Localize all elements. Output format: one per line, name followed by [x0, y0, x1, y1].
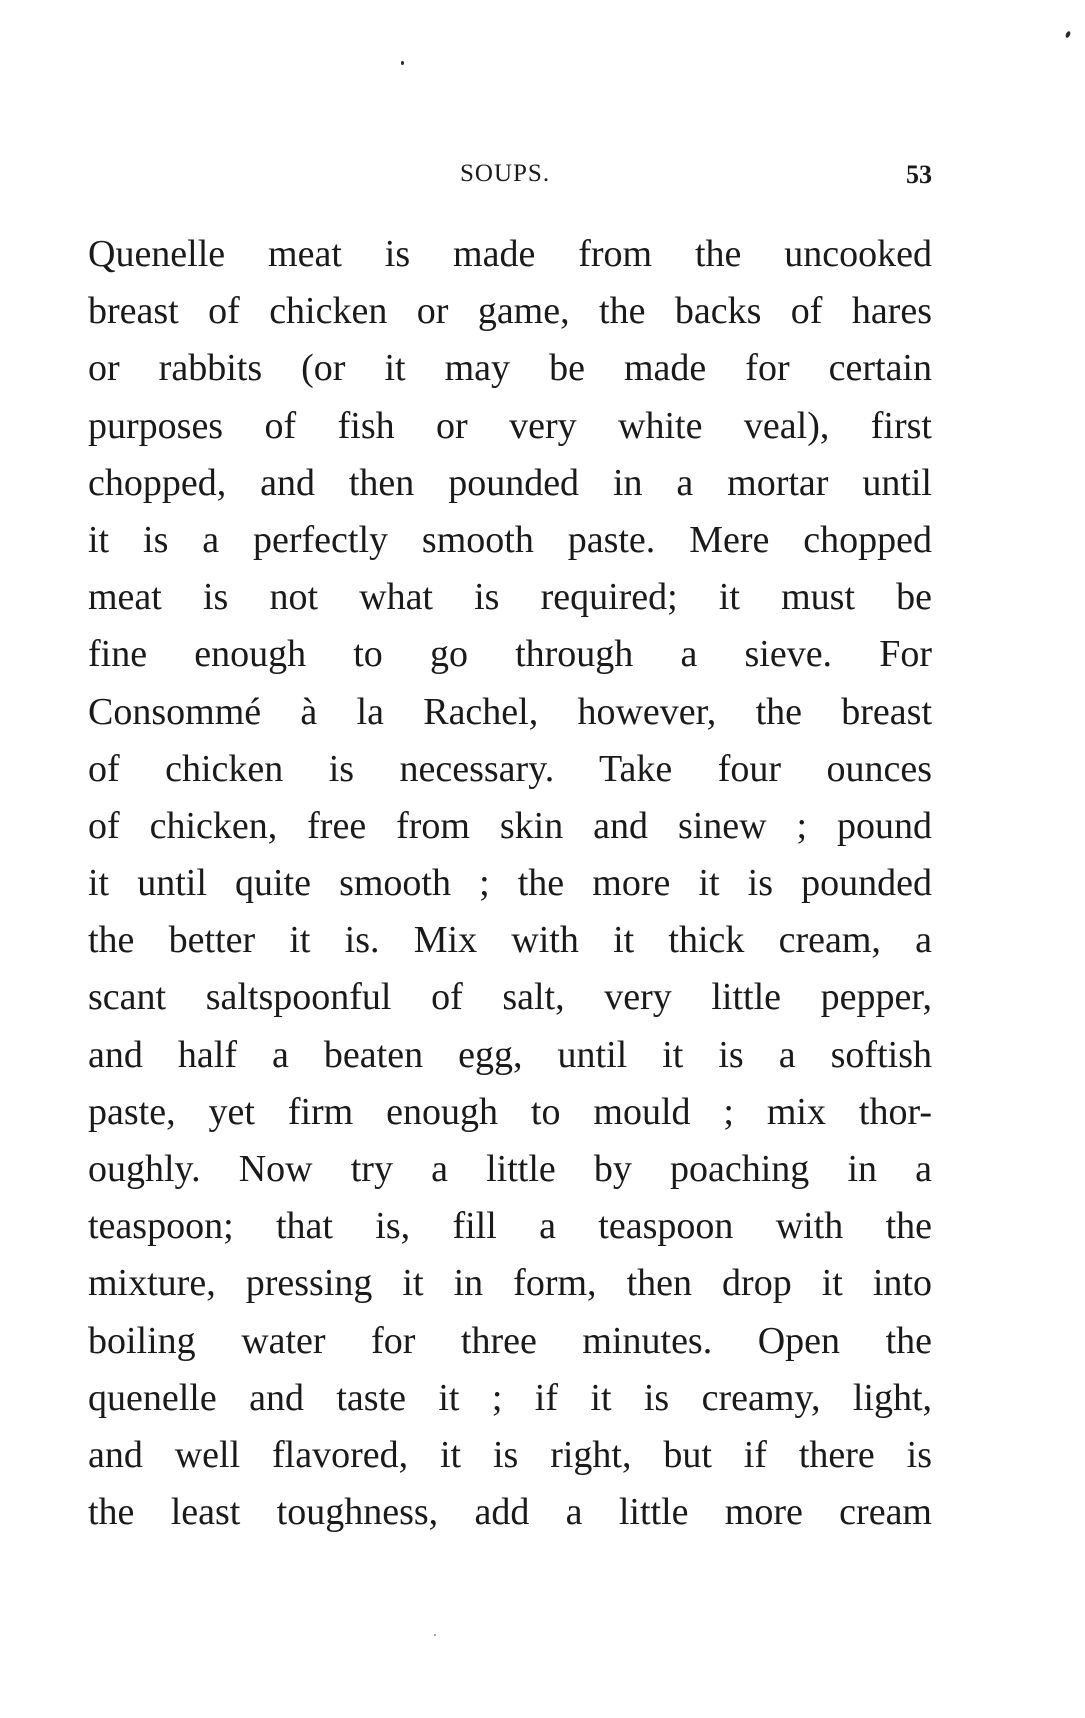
text-line: and well flavored, it is right, but if there is — [88, 1433, 932, 1476]
text-line: oughly. Now try a little by poaching in a — [88, 1148, 932, 1190]
text-line: of chicken, free from skin and sinew ; pound — [88, 804, 932, 847]
page-number: 53 — [906, 160, 932, 189]
text-line: of chicken is necessary. Take four ounces — [88, 747, 932, 790]
text-line: and half a beaten egg, until it is a softish — [88, 1033, 932, 1076]
text-line: or rabbits (or it may be made for certain — [88, 347, 932, 390]
text-line: Consommé à la Rachel, however, the breast — [88, 690, 932, 733]
text-line: fine enough to go through a sieve. For — [88, 633, 932, 676]
text-line: quenelle and taste it ; if it is creamy, light, — [88, 1376, 932, 1419]
ink-speck — [401, 61, 404, 65]
ink-speck — [434, 1634, 436, 1636]
running-head: SOUPS. — [460, 160, 551, 187]
text-line: meat is not what is required; it must be — [88, 576, 932, 619]
text-line: chopped, and then pounded in a mortar until — [88, 461, 932, 504]
body-paragraph — [88, 226, 932, 1541]
text-line: the better it is. Mix with it thick cream, a — [88, 919, 932, 962]
text-line: purposes of fish or very white veal), first — [88, 404, 932, 447]
page-header — [88, 160, 932, 200]
text-line: the least toughness, add a little more cream — [88, 1491, 932, 1534]
text-line: Quenelle meat is made from the uncooked — [88, 233, 932, 275]
text-line: teaspoon; that is, fill a teaspoon with the — [88, 1205, 932, 1248]
ink-speck — [1065, 30, 1072, 38]
text-line: mixture, pressing it in form, then drop it into — [88, 1262, 932, 1305]
text-line: it until quite smooth ; the more it is pounded — [88, 862, 932, 905]
text-line: it is a perfectly smooth paste. Mere chopped — [88, 518, 932, 561]
text-line: breast of chicken or game, the backs of hares — [88, 290, 932, 333]
text-line: scant saltspoonful of salt, very little pepper, — [88, 976, 932, 1019]
text-line: paste, yet firm enough to mould ; mix thor- — [88, 1090, 932, 1133]
text-line: boiling water for three minutes. Open the — [88, 1319, 932, 1362]
